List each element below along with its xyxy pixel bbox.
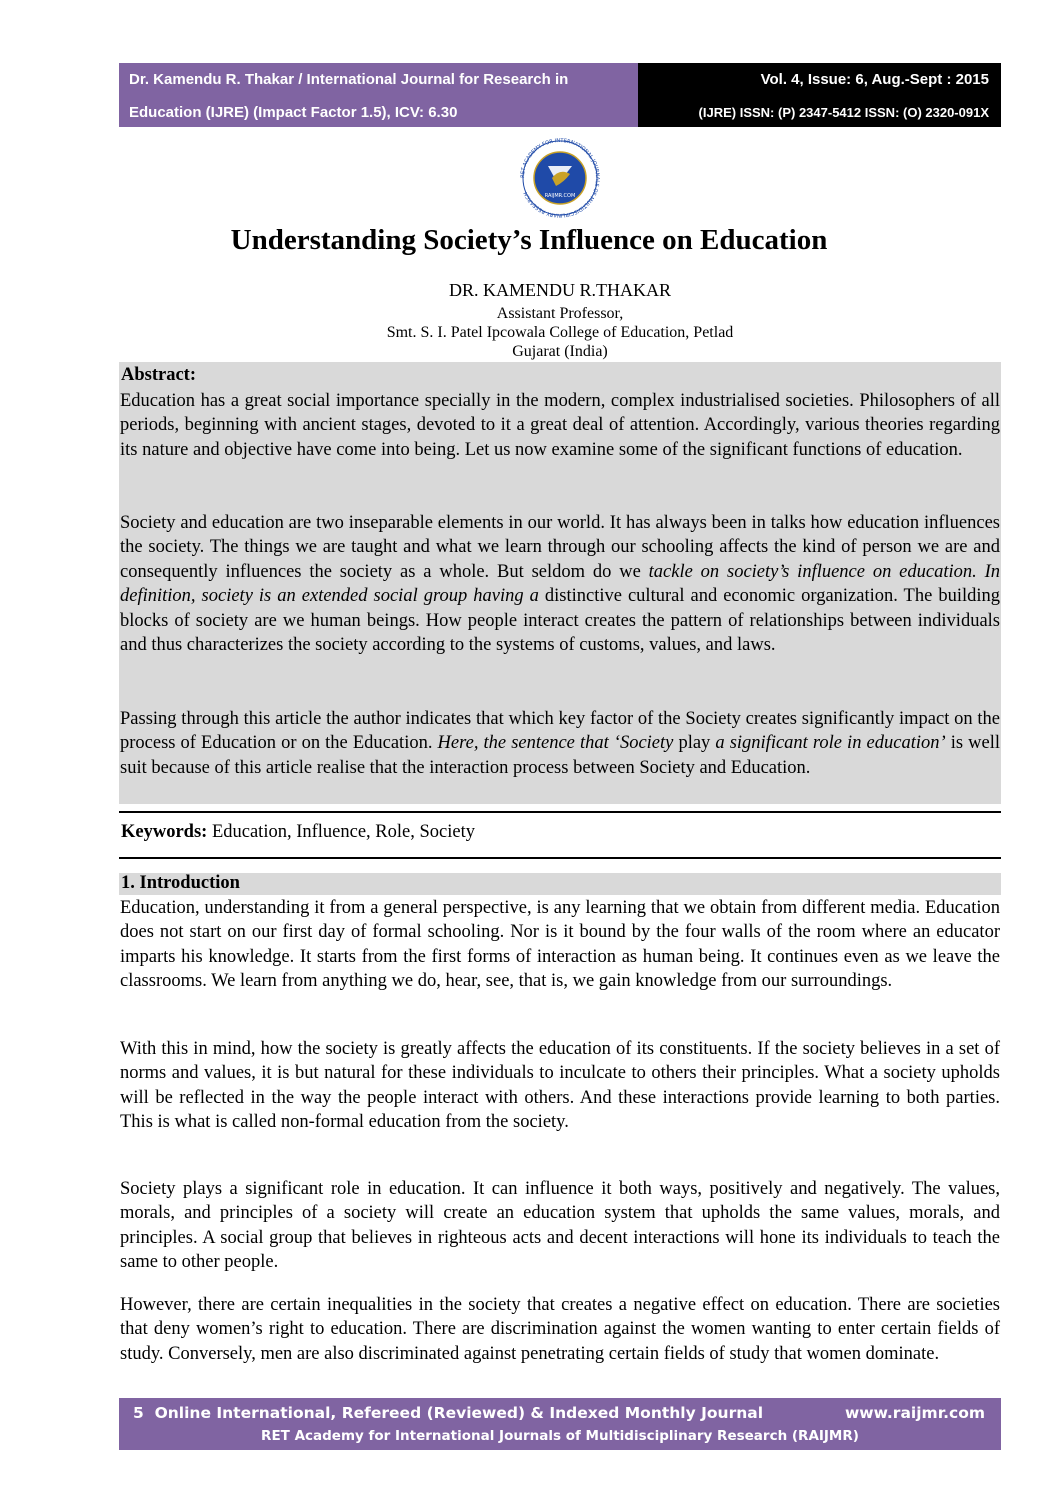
divider-top — [119, 811, 1001, 813]
introduction-paragraph-1: Education, understanding it from a general perspective, is any learning that we obtain from different media. Education does not start on our first day of formal schooling. Nor is it bound by the four walls of the room where an educator imparts his knowledge. It starts from the first forms of interaction as human being. It continues even as we leave the classrooms. We learn from anything we do, hear, see, that is, we gain knowledge from our surroundings. — [120, 898, 1000, 992]
abstract-p3-text: Passing through this article the author indicates that which key factor of the Society creates significantly impact on the process of Education or on the Education. — [120, 709, 1000, 754]
paper-title: Understanding Society’s Influence on Education — [230, 224, 828, 256]
logo-text: RAIJMR.COM — [544, 193, 576, 199]
introduction-paragraph-2: With this in mind, how the society is greatly affects the education of its constituents. If the society believes in a set of norms and values, it is but natural for these individuals to inculcate to others their principles. What a society upholds will be reflected in the way the people interact with others. And these interactions provide learning to both parties. This is what is called non-formal education from the society. — [120, 1039, 1000, 1133]
keywords-value: Education, Influence, Role, Society — [207, 822, 475, 842]
author-name: DR. KAMENDU R.THAKAR — [448, 280, 671, 300]
abstract-p3-text-end: is well suit because of this article realise that the interaction process between Society and Education. — [120, 733, 1000, 778]
divider-bottom — [119, 857, 1001, 859]
footer-academy: RET Academy for International Journals of Multidisciplinary Research (RAIJMR) — [261, 1428, 859, 1444]
author-place: Gujarat (India) — [512, 343, 608, 360]
abstract-p3-italic: Here, the sentence that ‘Society — [437, 733, 674, 754]
abstract-paragraph-3 — [120, 707, 1000, 780]
author-college: Smt. S. I. Patel Ipcowala College of Education, Petlad — [386, 324, 734, 341]
abstract-heading: Abstract: — [121, 365, 197, 385]
abstract-paragraph-1: Education has a great social importance specially in the modern, complex industrialised societies. Philosophers of all periods, beginning with ancient stages, devoted to it a great deal of attention. Accordingly, various theories regarding its nature and objective have come into being. Let us now examine some of the significant functions of education. — [120, 391, 1000, 460]
abstract-p2-text: Society and education are two inseparable elements in our world. It has always been in talks how education influences the society. The things we are taught and what we learn through our schooling affects the kind of person we are and consequently influences the society as a whole. But seldom do we — [120, 513, 1000, 582]
header-citation-line1: Dr. Kamendu R. Thakar / International Journal for Research in — [129, 71, 569, 88]
journal-header-right — [638, 63, 1001, 127]
header-volume-issue: Vol. 4, Issue: 6, Aug.-Sept : 2015 — [760, 71, 989, 88]
keywords-label: Keywords: — [121, 822, 208, 842]
introduction-heading-bar — [119, 873, 1001, 895]
footer-journal-description: Online International, Refereed (Reviewed) & Indexed Monthly Journal — [154, 1404, 764, 1422]
raijmr-logo-icon — [508, 138, 612, 218]
abstract-p3-text-mid: play — [673, 733, 716, 754]
author-position: Assistant Professor, — [496, 305, 624, 322]
abstract-p3-italic-2: a significant role in education’ — [715, 733, 946, 754]
introduction-heading: 1. Introduction — [121, 873, 240, 893]
abstract-paragraph-2 — [120, 511, 1000, 657]
header-citation-line2: Education (IJRE) (Impact Factor 1.5), ICV: 6.30 — [129, 104, 458, 121]
page-number: 5 — [133, 1404, 144, 1422]
page-footer — [119, 1398, 1001, 1450]
header-issn: (IJRE) ISSN: (P) 2347-5412 ISSN: (O) 2320-091X — [698, 105, 989, 120]
logo-ring-text: RET ACADEMY FOR INTERNATIONAL JOURNALS OF MULTIDISCIPLINARY RESEARCH — [519, 138, 601, 218]
footer-left — [133, 1404, 763, 1422]
footer-website-link[interactable]: www.raijmr.com — [844, 1404, 985, 1422]
abstract-p2-italic: tackle on society’s influence on education. In definition, society is an extended social group having a — [120, 561, 1001, 607]
introduction-paragraph-4: However, there are certain inequalities in the society that creates a negative effect on education. There are societies that deny women’s right to education. There are discrimination against the women wanting to enter certain fields of study. Conversely, men are also discriminated against penetrating certain fields of study that women dominate. — [120, 1295, 1000, 1364]
keywords — [121, 822, 475, 843]
journal-header-left — [119, 63, 638, 127]
introduction-paragraph-3: Society plays a significant role in education. It can influence it both ways, positively and negatively. The values, morals, and principles of a society will create an education system that upholds the same values, morals, and principles. A social group that believes in righteous acts and decent interactions will hone its individuals to teach the same to other people. — [120, 1179, 1000, 1273]
abstract-p2-text-end: distinctive cultural and economic organization. The building blocks of society are we human beings. How people interact creates the pattern of relationships between individuals and thus characterizes the society according to the systems of customs, values, and laws. — [120, 586, 1000, 656]
